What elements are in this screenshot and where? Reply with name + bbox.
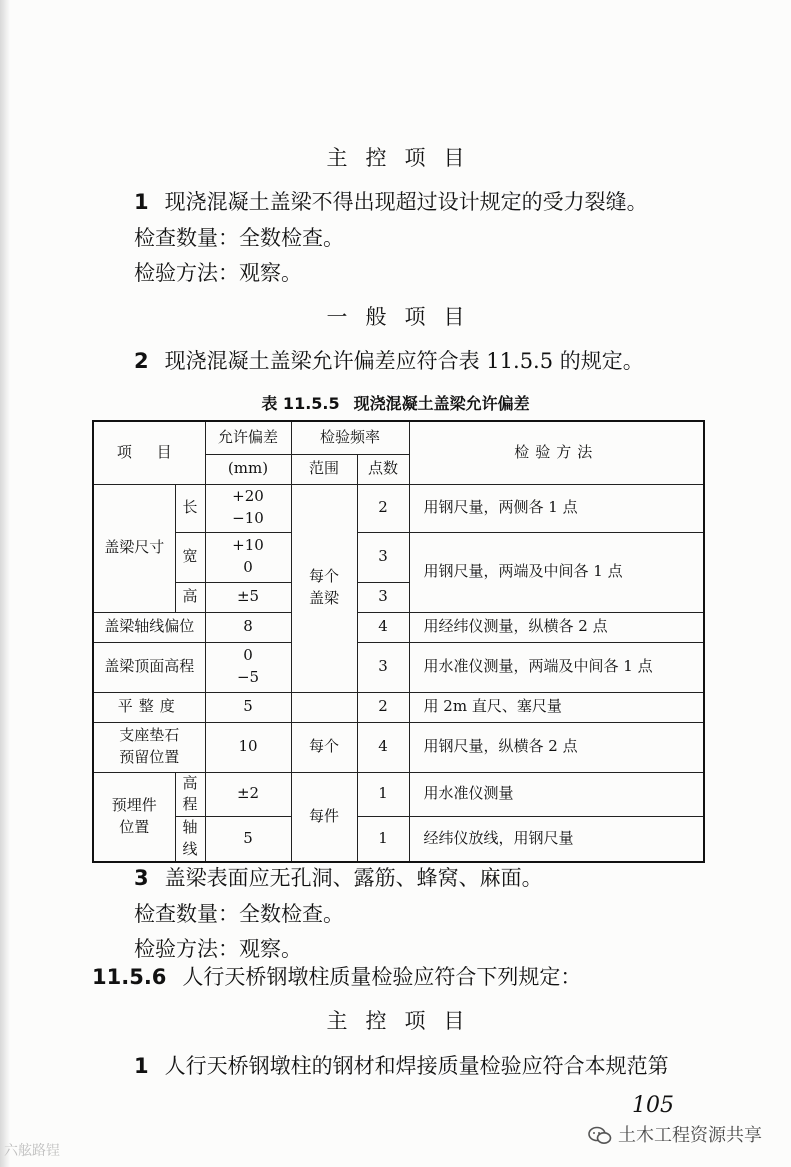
header-range: 范围 <box>291 454 357 484</box>
paragraph-3-inspection-method: 检验方法：观察。 <box>134 937 302 961</box>
table-row-width <box>93 532 704 582</box>
cell-width-label: 宽 <box>175 532 205 582</box>
table-row-length <box>93 484 704 532</box>
paragraph-4-number: 1 <box>134 1054 149 1078</box>
table-row-axis <box>93 612 704 642</box>
wechat-icon <box>588 1126 612 1146</box>
paragraph-4-text: 人行天桥钢墩柱的钢材和焊接质量检验应符合本规范第 <box>164 1054 669 1078</box>
cell-flatness-label: 平整度 <box>93 692 205 722</box>
paragraph-3-number: 3 <box>134 866 149 890</box>
cell-width-height-method: 用钢尺量，两端及中间各 1 点 <box>409 532 704 612</box>
cell-width-tolerance <box>205 532 291 582</box>
cell-embed-axis-label: 轴线 <box>175 817 205 862</box>
cell-embed-axis-tolerance: 5 <box>205 817 291 862</box>
cell-flatness-tolerance: 5 <box>205 692 291 722</box>
paragraph-3-inspection-quantity: 检查数量：全数检查。 <box>134 902 344 926</box>
cell-axis-method: 用经纬仪测量，纵横各 2 点 <box>409 612 704 642</box>
length-tolerance-upper: +20 <box>232 487 264 506</box>
cell-height-tolerance: ±5 <box>205 582 291 612</box>
cell-flatness-points: 2 <box>357 692 409 722</box>
watermark-corner: 六舷路锃 <box>4 1143 60 1159</box>
cell-embed-group <box>93 772 175 862</box>
cell-embed-elevation-tolerance: ±2 <box>205 772 291 817</box>
header-item: 项 目 <box>93 421 205 484</box>
table-row-top-elevation <box>93 642 704 692</box>
embed-group-line1: 预埋件 <box>111 795 157 814</box>
cell-top-method: 用水准仪测量，两端及中间各 1 点 <box>409 642 704 692</box>
top-tolerance-lower: −5 <box>236 668 260 686</box>
paragraph-2-text: 现浇混凝土盖梁允许偏差应符合表 11.5.5 的规定。 <box>164 349 644 373</box>
header-tolerance-unit: (mm) <box>205 454 291 484</box>
cell-axis-points: 4 <box>357 612 409 642</box>
cell-length-points: 2 <box>357 484 409 532</box>
table-caption-title: 现浇混凝土盖梁允许偏差 <box>353 394 530 413</box>
cell-pad-range: 每个 <box>291 722 357 772</box>
cell-length-method: 用钢尺量，两侧各 1 点 <box>409 484 704 532</box>
range-each-beam-line2: 盖梁 <box>308 589 339 607</box>
width-tolerance-lower: 0 <box>243 558 253 576</box>
header-frequency: 检验频率 <box>291 421 409 454</box>
cell-embed-elevation-label: 高程 <box>175 772 205 817</box>
watermark-wechat <box>588 1121 762 1147</box>
section-heading-general-items: 一般项目 <box>326 305 483 329</box>
pad-label-line2: 预留位置 <box>119 748 180 766</box>
cell-axis-label: 盖梁轴线偏位 <box>93 612 205 642</box>
paragraph-1 <box>134 186 648 216</box>
page-number: 105 <box>632 1093 674 1118</box>
cell-embed-axis-method: 经纬仪放线，用钢尺量 <box>409 817 704 862</box>
table-row-bearing-pad <box>93 722 704 772</box>
cell-size-group: 盖梁尺寸 <box>93 484 175 612</box>
cell-axis-tolerance: 8 <box>205 612 291 642</box>
table-row-embed-elevation <box>93 772 704 817</box>
top-tolerance-upper: 0 <box>243 646 253 665</box>
cell-flatness-method: 用 2m 直尺、塞尺量 <box>409 692 704 722</box>
paragraph-3 <box>134 862 543 892</box>
cell-length-tolerance <box>205 484 291 532</box>
section-heading-main-control: 主控项目 <box>326 146 483 170</box>
cell-top-points: 3 <box>357 642 409 692</box>
clause-text: 人行天桥钢墩柱质量检验应符合下列规定： <box>182 965 582 989</box>
cell-height-label: 高 <box>175 582 205 612</box>
paragraph-4 <box>134 1050 669 1080</box>
scan-edge-shadow <box>0 0 10 1167</box>
cell-pad-points: 4 <box>357 722 409 772</box>
paragraph-3-text: 盖梁表面应无孔洞、露筋、蜂窝、麻面。 <box>164 866 543 890</box>
cell-embed-elevation-method: 用水准仪测量 <box>409 772 704 817</box>
cell-height-points: 3 <box>357 582 409 612</box>
table-caption-number: 表 11.5.5 <box>261 394 340 413</box>
cell-width-points: 3 <box>357 532 409 582</box>
header-tolerance: 允许偏差 <box>205 421 291 454</box>
cell-pad-label <box>93 722 205 772</box>
table-row-embed-axis <box>93 817 704 862</box>
paragraph-1-inspection-quantity: 检查数量：全数检查。 <box>134 226 344 250</box>
clause-number: 11.5.6 <box>92 965 167 989</box>
range-each-beam-line1: 每个 <box>308 567 339 586</box>
length-tolerance-lower: −10 <box>232 509 264 527</box>
watermark-wechat-text: 土木工程资源共享 <box>618 1125 762 1146</box>
header-method: 检验方法 <box>409 421 704 484</box>
pad-label-line1: 支座垫石 <box>119 726 180 745</box>
cell-pad-method: 用钢尺量，纵横各 2 点 <box>409 722 704 772</box>
table-caption <box>0 391 791 414</box>
cell-embed-axis-points: 1 <box>357 817 409 862</box>
cell-flatness-range-empty <box>291 692 357 722</box>
table-header-row <box>93 421 704 454</box>
embed-group-line2: 位置 <box>119 817 150 836</box>
cell-top-label: 盖梁顶面高程 <box>93 642 205 692</box>
cell-pad-tolerance: 10 <box>205 722 291 772</box>
table-row-flatness <box>93 692 704 722</box>
tolerance-table <box>92 420 705 863</box>
cell-top-tolerance <box>205 642 291 692</box>
cell-embed-elevation-points: 1 <box>357 772 409 817</box>
paragraph-1-number: 1 <box>134 190 149 214</box>
paragraph-2 <box>134 345 644 375</box>
cell-range-each-beam <box>291 484 357 692</box>
cell-length-label: 长 <box>175 484 205 532</box>
cell-embed-range: 每件 <box>291 772 357 862</box>
width-tolerance-upper: +10 <box>232 536 264 555</box>
header-points: 点数 <box>357 454 409 484</box>
paragraph-1-text: 现浇混凝土盖梁不得出现超过设计规定的受力裂缝。 <box>164 190 648 214</box>
section-heading-main-control-2: 主控项目 <box>326 1009 483 1033</box>
clause-11-5-6 <box>92 961 581 991</box>
paragraph-1-inspection-method: 检验方法：观察。 <box>134 261 302 285</box>
paragraph-2-number: 2 <box>134 349 149 373</box>
